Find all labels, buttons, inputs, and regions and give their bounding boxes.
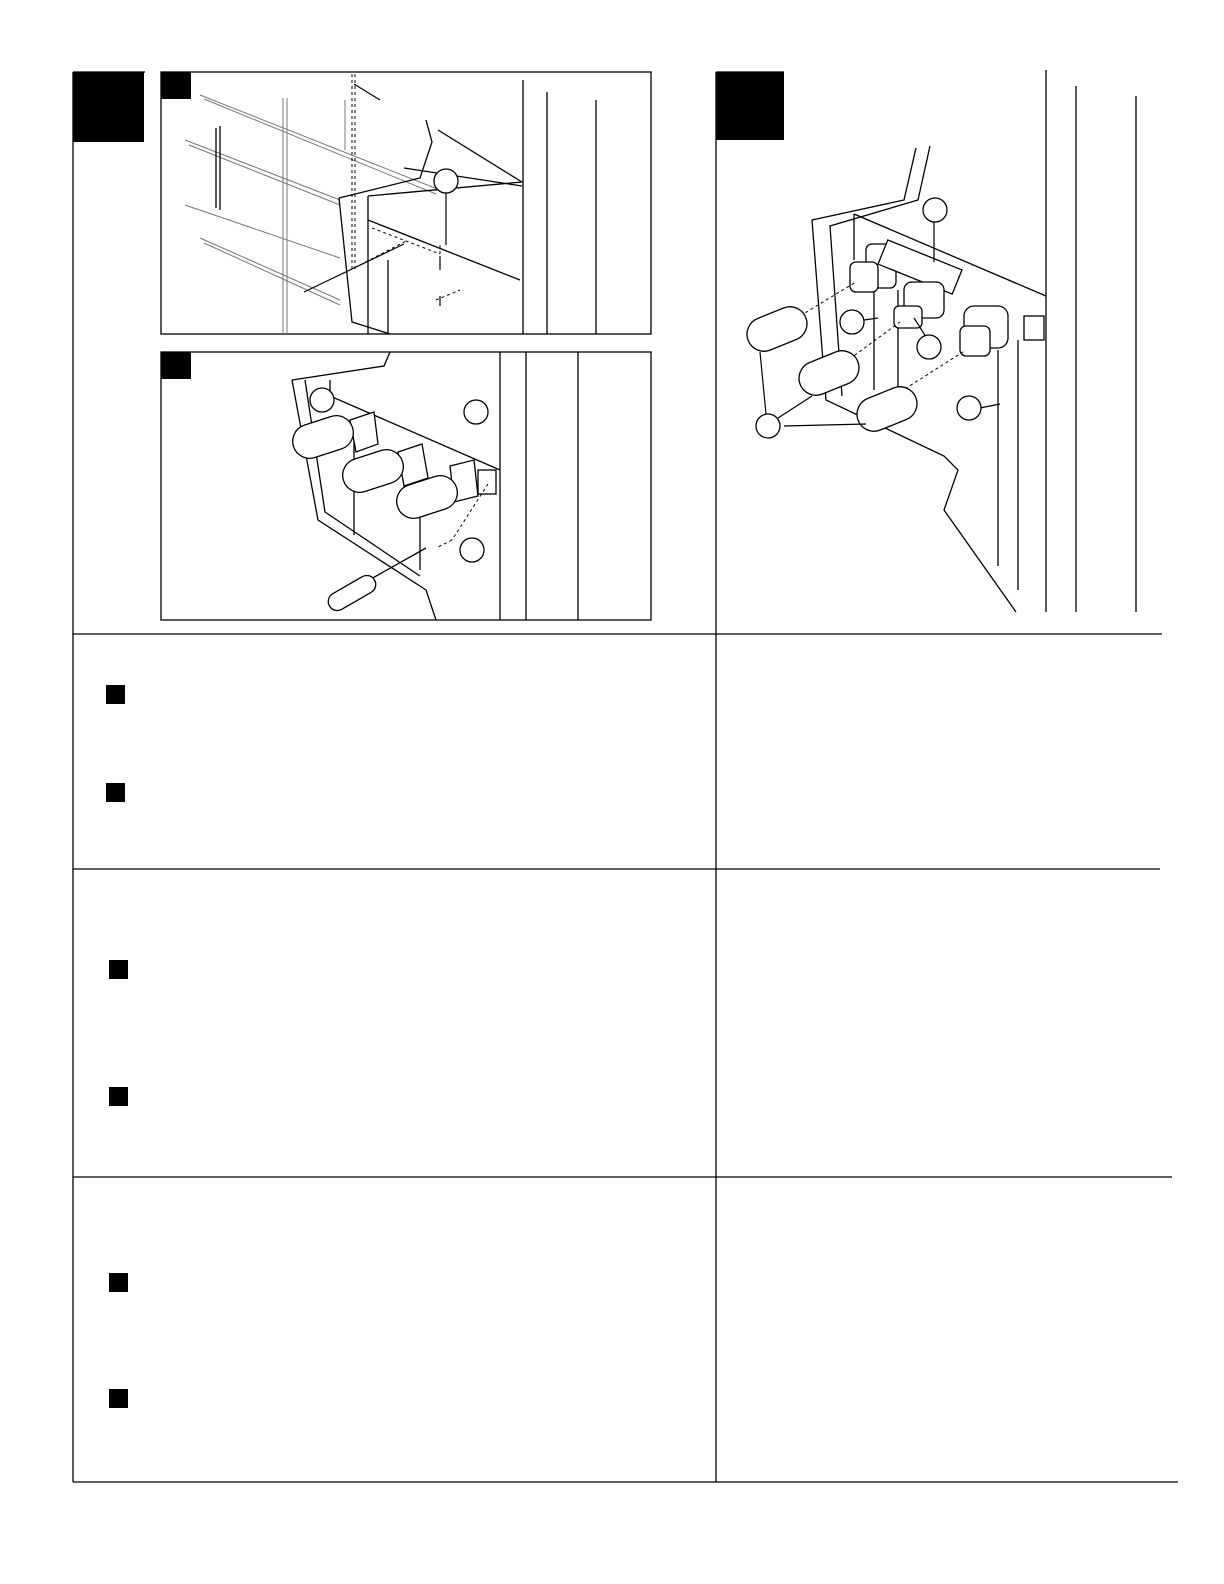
callout-a2-2 [464, 400, 488, 424]
callout-a2-1 [310, 388, 334, 412]
callout-b-3 [917, 335, 941, 359]
row1-bullet-1 [106, 685, 125, 704]
row1-bullet-2 [106, 783, 125, 802]
row3-bullet-1 [109, 1273, 128, 1292]
row2-bullet-1 [109, 960, 128, 979]
callout-b-1 [923, 198, 947, 222]
step-b-figure [716, 70, 1136, 612]
callout-a2-3 [460, 538, 484, 562]
callout-b-4 [957, 396, 981, 420]
valve-body [850, 240, 1044, 356]
step-a-figure [73, 72, 651, 620]
panel-a1-badge [161, 72, 191, 99]
panel-a1 [161, 72, 651, 334]
step-b-badge [716, 72, 784, 140]
callout-b-5 [756, 414, 780, 438]
row2-bullet-2 [109, 1087, 128, 1106]
callout-a1-1 [434, 169, 458, 193]
row3-bullet-2 [109, 1389, 128, 1408]
step-a-badge [73, 72, 144, 142]
panel-a2-badge [161, 352, 191, 379]
callout-b-2 [840, 310, 864, 334]
panel-a2 [161, 352, 651, 620]
